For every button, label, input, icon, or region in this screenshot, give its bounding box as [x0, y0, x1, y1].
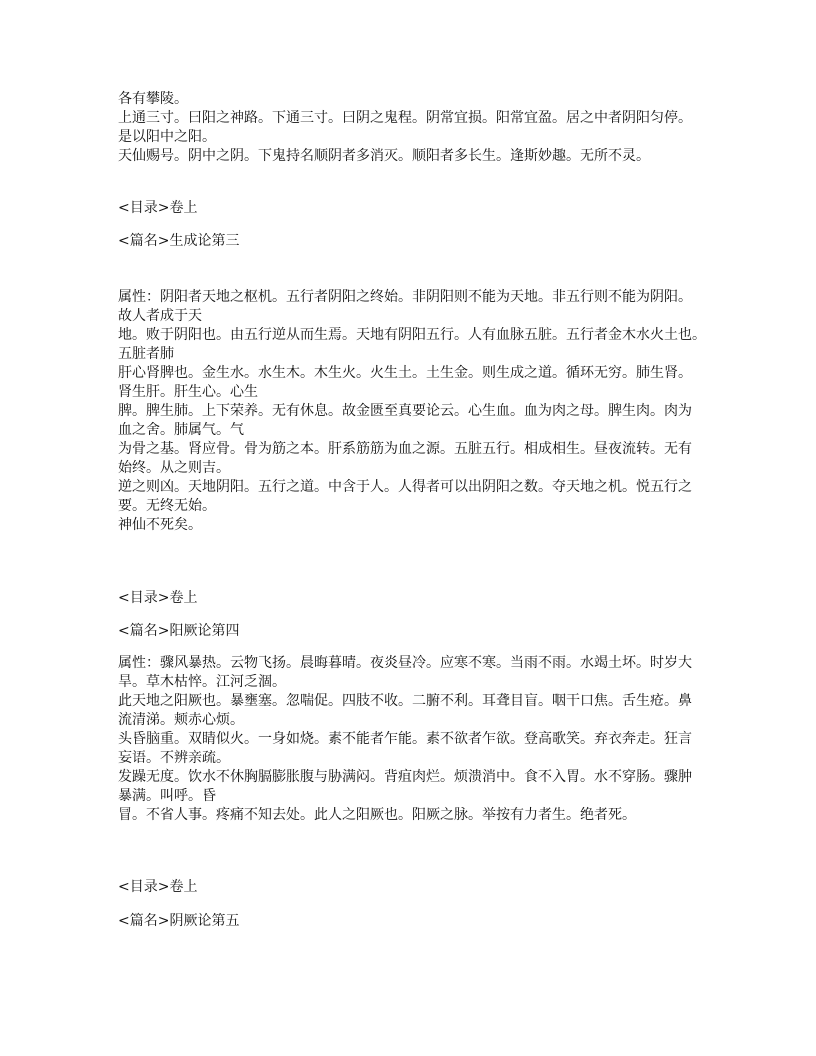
text-line: 天仙赐号。阴中之阴。下鬼持名顺阴者多消灭。顺阳者多长生。逢斯妙趣。无所不灵。: [118, 148, 650, 164]
text-line: 血之舍。肺属气。气: [118, 422, 244, 438]
intro-text: [118, 90, 718, 166]
section-catalog: <目录>卷上: [118, 200, 198, 216]
text-line: 妄语。不辨亲疏。: [118, 750, 230, 766]
text-line: 逆之则凶。天地阴阳。五行之道。中含于人。人得者可以出阴阳之数。夺天地之机。悦五行之: [118, 479, 692, 495]
text-line: 始终。从之则吉。: [118, 460, 230, 476]
text-line: 脾。脾生肺。上下荣养。无有休息。故金匮至真要论云。心生血。血为肉之母。脾生肉。肉为: [118, 403, 692, 419]
text-line: 属性：骤风暴热。云物飞扬。晨晦暮晴。夜炎昼冷。应寒不寒。当雨不雨。水竭土坏。时岁大: [118, 655, 692, 671]
text-line: 属性：阴阳者天地之枢机。五行者阴阳之终始。非阴阳则不能为天地。非五行则不能为阴阳。: [118, 289, 692, 305]
text-line: 是以阳中之阳。: [118, 129, 216, 145]
text-line: 要。无终无始。: [118, 498, 216, 514]
text-line: 故人者成于天: [118, 308, 202, 324]
text-line: 五脏者肺: [118, 346, 174, 362]
section-title: <篇名>生成论第三: [118, 233, 240, 249]
text-line: 此天地之阳厥也。暴壅塞。忽喘促。四肢不收。二腑不利。耳聋目盲。咽干口焦。舌生疮。鼻: [118, 693, 692, 709]
section-catalog: <目录>卷上: [118, 879, 198, 895]
text-line: 上通三寸。曰阳之神路。下通三寸。曰阴之鬼程。阴常宜损。阳常宜盈。居之中者阴阳匀停。: [118, 110, 692, 126]
text-line: 神仙不死矣。: [118, 517, 202, 533]
text-line: 发躁无度。饮水不休胸膈膨胀腹与胁满闷。背疽肉烂。烦溃消中。食不入胃。水不穿肠。骤肿: [118, 769, 692, 785]
section-body: [118, 288, 718, 535]
text-line: 旱。草木枯悴。江河乏涸。: [118, 674, 286, 690]
section-title: <篇名>阳厥论第四: [118, 623, 240, 639]
section-title: <篇名>阴厥论第五: [118, 913, 240, 929]
text-line: 地。败于阴阳也。由五行逆从而生焉。天地有阴阳五行。人有血脉五脏。五行者金木水火土也。: [118, 327, 706, 343]
text-line: 肾生肝。肝生心。心生: [118, 384, 258, 400]
text-line: 头昏脑重。双睛似火。一身如烧。素不能者乍能。素不欲者乍欲。登高歌笑。弃衣奔走。狂言: [118, 731, 692, 747]
text-line: 肝心肾脾也。金生水。水生木。木生火。火生土。土生金。则生成之道。循环无穷。肺生肾。: [118, 365, 692, 381]
section-catalog: <目录>卷上: [118, 590, 198, 606]
text-line: 流清涕。颊赤心烦。: [118, 712, 244, 728]
text-line: 为骨之基。肾应骨。骨为筋之本。肝系筋筋为血之源。五脏五行。相成相生。昼夜流转。无有: [118, 441, 692, 457]
section-body: [118, 654, 718, 825]
text-line: 各有攀陵。: [118, 91, 188, 107]
text-line: 冒。不省人事。疼痛不知去处。此人之阳厥也。阳厥之脉。举按有力者生。绝者死。: [118, 807, 636, 823]
text-line: 暴满。叫呼。昏: [118, 788, 216, 804]
